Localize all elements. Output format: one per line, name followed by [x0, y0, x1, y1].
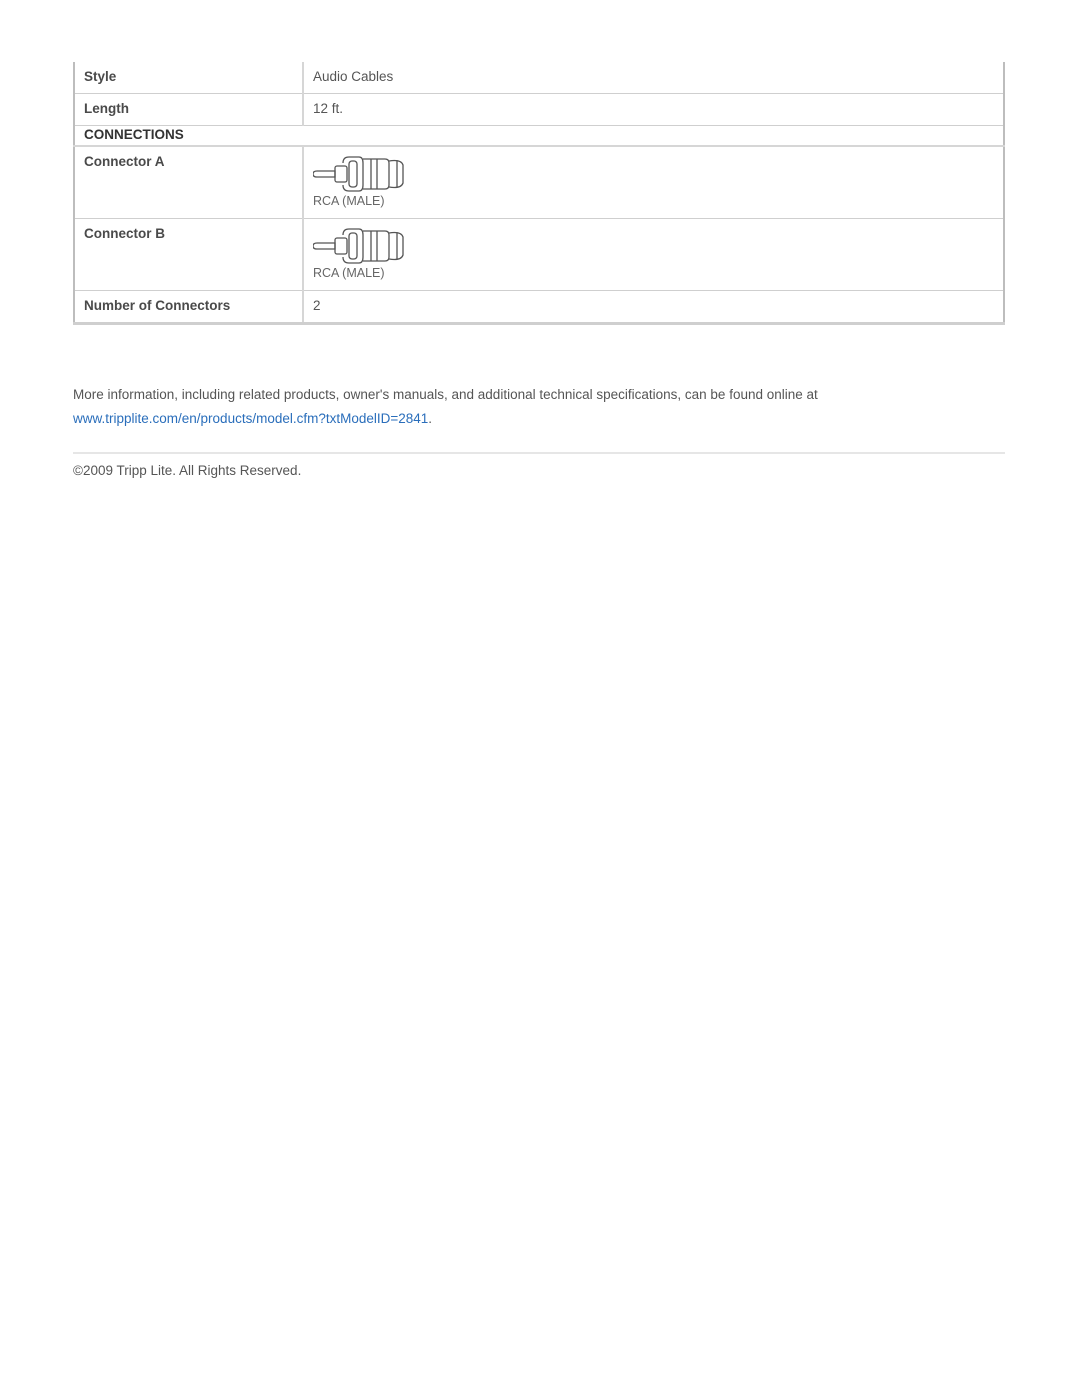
spec-row-number-of-connectors — [74, 291, 1004, 324]
spec-label-number-of-connectors: Number of Connectors — [74, 291, 303, 324]
spec-label-style: Style — [74, 62, 303, 94]
spec-row-connector-a — [74, 146, 1004, 219]
more-info-paragraph — [73, 383, 1005, 431]
specifications-table — [73, 62, 1005, 325]
spec-value-connector-b — [303, 219, 1004, 291]
spec-value-number-of-connectors: 2 — [303, 291, 1004, 324]
spec-row-connector-b — [74, 219, 1004, 291]
spec-label-connector-a: Connector A — [74, 146, 303, 219]
rca-male-connector-icon — [313, 153, 409, 195]
spec-row-length — [74, 94, 1004, 126]
spec-label-connector-b: Connector B — [74, 219, 303, 291]
footer-divider — [73, 452, 1005, 454]
connector-a-caption: RCA (MALE) — [313, 194, 385, 208]
link-suffix: . — [428, 411, 433, 426]
spec-value-length: 12 ft. — [303, 94, 1004, 126]
spec-value-style: Audio Cables — [303, 62, 1004, 94]
rca-male-connector-icon — [313, 225, 409, 267]
connector-b-caption: RCA (MALE) — [313, 266, 385, 280]
spec-value-connector-a — [303, 146, 1004, 219]
copyright-footer: ©2009 Tripp Lite. All Rights Reserved. — [73, 463, 302, 478]
spec-label-length: Length — [74, 94, 303, 126]
section-row-connections — [74, 126, 1004, 147]
more-info-text: More information, including related products, owner's manuals, and additional technical specifications, can be found online at — [73, 387, 818, 402]
section-header-connections: CONNECTIONS — [74, 126, 1004, 147]
spec-row-style — [74, 62, 1004, 94]
product-page-link[interactable]: www.tripplite.com/en/products/model.cfm?txtModelID=2841 — [73, 411, 429, 426]
